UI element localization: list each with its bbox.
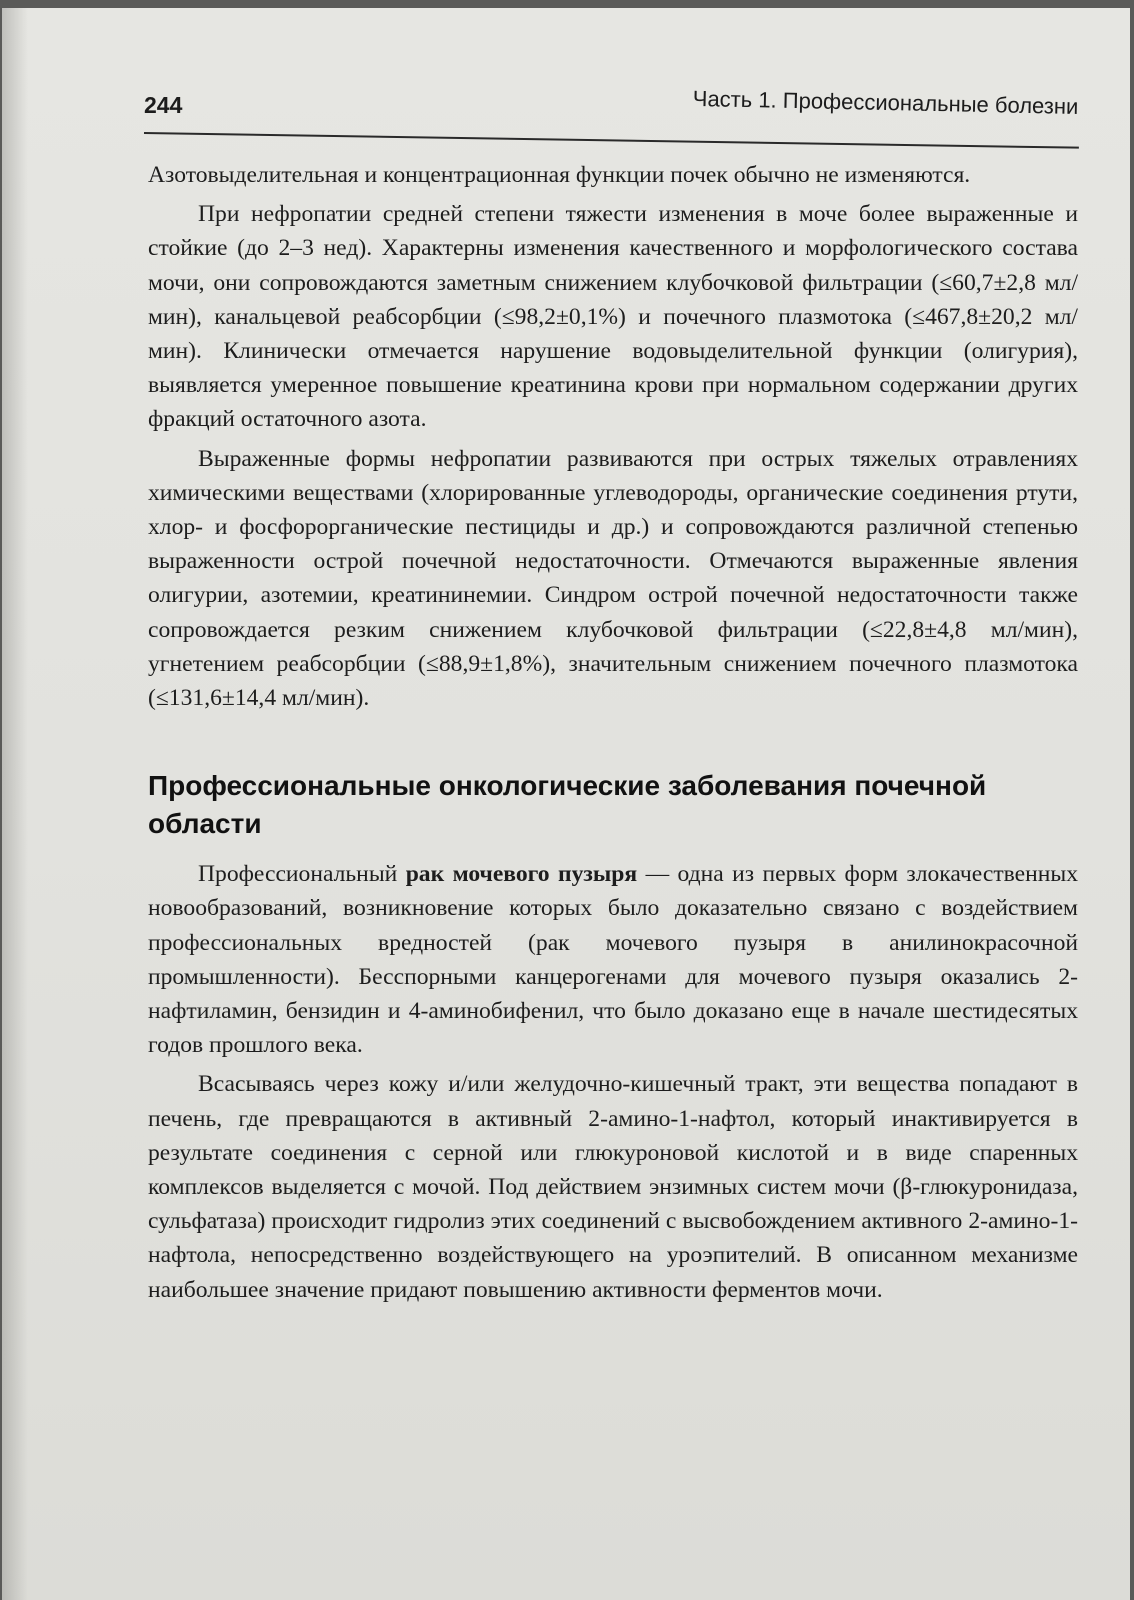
page-header (144, 84, 1079, 136)
header-rule (144, 132, 1079, 149)
section-title: Профессиональные онкологические заболевания почечной области (148, 770, 987, 840)
page-binding-shadow (2, 8, 28, 1600)
page-number: 244 (144, 92, 183, 118)
paragraph-1: Азотовыделительная и концентрационная функции почек обычно не изменяются. (148, 162, 971, 188)
paragraph-2: При нефропатии средней степени тяжести изменения в моче более выраженные и стойкие (до 2–3 нед). Характерны изменения качественного и морфологического состава мочи, они сопровождаются заметным снижением клубочковой фильтрации (≤60,7±2,8 мл/мин), канальцевой реабсорбции (≤98,2±0,1%) и почечного плазмотока (≤467,8±20,2 мл/мин). Клинически отмечается нарушение водовыделительной функции (олигурия), выявляется умеренное повышение креатинина крови при нормальном содержании других фракций остаточного азота. (148, 201, 1078, 433)
running-head: Часть 1. Профессиональные болезни (692, 85, 1079, 119)
paragraph-5: Всасываясь через кожу и/или желудочно-кишечный тракт, эти вещества попадают в печень, где превращаются в активный 2-амино-1-нафтол, который инактивируется в результате соединения с серной или глюкуроновой кислотой и в виде спаренных комплексов выделяется с мочой. Под действием энзимных систем мочи (β-глюкуронидаза, сульфатаза) происходит гидролиз этих соединений с высвобождением активного 2-амино-1-нафтола, непосредственно воздействующего на уроэпителий. В описанном механизме наибольшее значение придают повышению активности ферментов мочи. (148, 1071, 1078, 1303)
paragraph-4-start: Профессиональный (198, 861, 406, 888)
paragraph-4 (148, 857, 1078, 1062)
term-bladder-cancer: рак мочевого пузыря (405, 861, 638, 888)
page-body (148, 158, 1078, 1307)
book-page (2, 8, 1130, 1600)
paragraph-3: Выраженные формы нефропатии развиваются при острых тяжелых отравлениях химическими веществами (хлорированные углеводороды, органические соединения ртути, хлор- и фосфорорганические пестициды и др.) и сопровождаются различной степенью выраженности острой почечной недостаточности. Отмечаются выраженные явления олигурии, азотемии, креатининемии. Синдром острой почечной недостаточности также сопровождается резким снижением клубочковой фильтрации (≤22,8±4,8 мл/мин), угнетением реабсорбции (≤88,9±1,8%), значительным снижением почечного плазмотока (≤131,6±14,4 мл/мин). (148, 445, 1078, 712)
paragraph-4-rest: — одна из первых форм злокачественных новообразований, возникновение которых было доказательно связано с воздействием профессиональных вредностей (рак мочевого пузыря в анилинокрасочной промышленности). Бесспорными канцерогенами для мочевого пузыря оказались 2-нафтиламин, бензидин и 4-аминобифенил, что было доказано еще в начале шестидесятых годов прошлого века. (148, 861, 1079, 1059)
